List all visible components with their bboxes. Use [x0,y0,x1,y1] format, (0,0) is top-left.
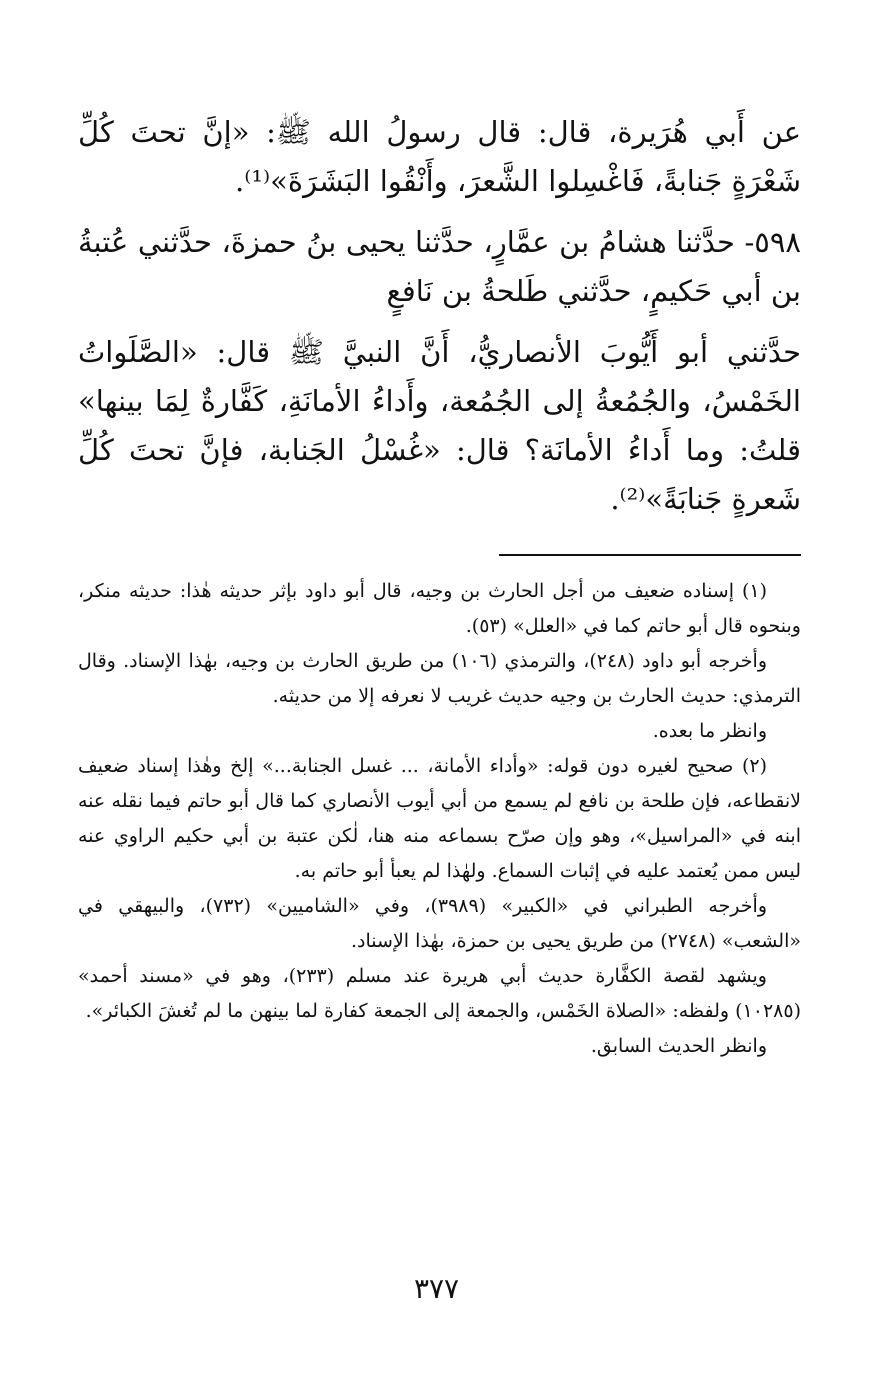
footnote-2-witness: ويشهد لقصة الكفَّارة حديث أبي هريرة عند مسلم (٢٣٣)، وهو في «مسند أحمد» (١٠٢٨٥) ولفظه: «الصلاة الخَمْس، والجمعة إلى الجمعة كفارة لما بينهن ما لم تُغشَ الكبائر». [78,965,801,1022]
footnote-2-see-previous: وانظر الحديث السابق. [590,1035,767,1057]
page-number: ٣٧٧ [413,1272,460,1305]
footnotes [78,574,801,1064]
main-text [78,108,801,524]
footnote-1-continuation: وأخرجه أبو داود (٢٤٨)، والترمذي (١٠٦) من طريق الحارث بن وجيه، بهٰذا الإسناد. وقال الترمذي: حديث الحارث بن وجيه حديث غريب لا نعرفه إلا من حديثه. [78,650,801,707]
footnote-2-continuation: وأخرجه الطبراني في «الكبير» (٣٩٨٩)، وفي «الشاميين» (٧٣٢)، والبيهقي في «الشعب» (٢٧٤٨) من طريق يحيى بن حمزة، بهٰذا الإسناد. [78,895,801,952]
hadith-598-matn: حدَّثني أبو أَيُّوبَ الأنصاريُّ، أَنَّ النبيَّ ﷺ قال: «الصَّلَواتُ الخَمْسُ، والجُمُعةُ إلى الجُمُعة، وأَداءُ الأمانَةِ، كَفَّارةٌ لِمَا بينها» قلتُ: وما أَداءُ الأمانَة؟ قال: «غُسْلُ الجَنابة، فإنَّ تحتَ كُلِّ شَعرةٍ جَنابَةً»⁽²⁾. [78,335,801,516]
footnote-separator [499,554,801,556]
hadith-598-isnad: ٥٩٨- حدَّثنا هشامُ بن عمَّارٍ، حدَّثنا يحيى بنُ حمزةَ، حدَّثني عُتبةُ بن أبي حَكيمٍ، حدَّثني طَلحةُ بن نَافعٍ [78,225,801,308]
hadith-597-continuation: عن أَبي هُرَيرة، قال: قال رسولُ الله ﷺ: «إنَّ تحتَ كُلِّ شَعْرَةٍ جَنابةً، فَاغْسِلوا الشَّعرَ، وأَنْقُوا البَشَرَةَ»⁽¹⁾. [78,115,802,198]
footnote-1: (١) إسناده ضعيف من أجل الحارث بن وجيه، قال أبو داود بإثر حديثه هٰذا: حديثه منكر، وبنحوه قال أبو حاتم كما في «العلل» (٥٣). [78,580,801,637]
footnote-2: (٢) صحيح لغيره دون قوله: «وأداء الأمانة، ... غسل الجنابة...» إلخ وهٰذا إسناد ضعيف لانقطاعه، فإن طلحة بن نافع لم يسمع من أبي أيوب الأنصاري كما قال أبو حاتم فيما نقله عنه ابنه في «المراسيل»، وهو وإن صرّح بسماعه منه هنا، لٰكن عتبة بن أبي حكيم الراوي عنه ليس ممن يُعتمد عليه في إثبات السماع. ولهٰذا لم يعبأ أبو حاتم به. [78,755,801,882]
footnote-1-see-next: وانظر ما بعده. [652,720,767,742]
